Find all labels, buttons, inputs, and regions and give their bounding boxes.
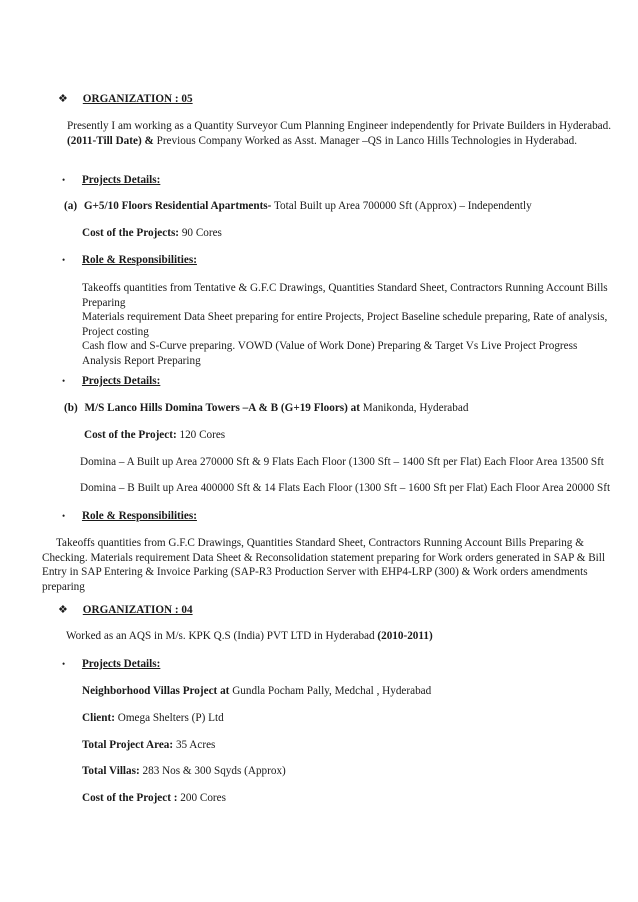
- villas-value: 283 Nos & 300 Sqyds (Approx): [142, 765, 286, 777]
- bullet-icon: •: [62, 511, 66, 521]
- bullet-icon: •: [62, 255, 66, 265]
- cost-b-line: [84, 429, 225, 441]
- area-value: 35 Acres: [175, 739, 216, 751]
- cost-value: 200 Cores: [180, 792, 226, 804]
- project-b-line: [64, 402, 468, 414]
- org5-intro-text-c: Previous Company Worked as Asst. Manager –QS in Lanco Hills Technologies in Hyderabad.: [156, 134, 578, 147]
- roles-label: Role & Responsibilities:: [81, 254, 197, 266]
- project-a-label: (a): [64, 200, 78, 212]
- cost-a-label: Cost of the Projects:: [82, 227, 180, 239]
- roles-line: Checking. Materials requirement Data Sheet & Reconsolidation statement preparing for Work orders generated in SAP & Bill: [42, 551, 605, 564]
- roles-label: Role & Responsibilities:: [81, 510, 197, 522]
- projects-details-label: Projects Details:: [81, 375, 161, 387]
- domina-b-line: Domina – B Built up Area 400000 Sft & 14 Flats Each Floor (1300 Sft – 1600 Sft per Flat) Each Floor Area 20000 Sft: [80, 482, 611, 494]
- client-label: Client:: [82, 712, 115, 724]
- roles-line: Cash flow and S-Curve preparing. VOWD (Value of Work Done) Preparing & Target Vs Live Project Progress: [82, 340, 578, 353]
- org4-intro-dates: (2010-2011): [377, 630, 433, 642]
- area-label: Total Project Area:: [82, 739, 174, 751]
- roles-line: Materials requirement Data Sheet preparing for entire Projects, Project Baseline schedule preparing, Rate of analysis,: [82, 311, 608, 324]
- roles-list-1: [82, 281, 608, 369]
- project-b-title: M/S Lanco Hills Domina Towers –A & B (G+19 Floors) at: [84, 402, 360, 414]
- villas-label: Total Villas:: [82, 765, 140, 777]
- cost-b-label: Cost of the Project:: [84, 429, 177, 441]
- org5-heading-row: [58, 92, 193, 105]
- projects-details-label: Projects Details:: [81, 174, 161, 186]
- projects-details-label: Projects Details:: [81, 658, 161, 670]
- roles-line: Preparing: [82, 296, 126, 309]
- org4-project-line: [82, 685, 431, 697]
- org4-cost-line: [82, 792, 226, 804]
- project-a-desc: Total Built up Area 700000 Sft (Approx) – Independently: [274, 200, 532, 212]
- project-a-title: G+5/10 Floors Residential Apartments-: [83, 200, 272, 212]
- roles-line: preparing: [42, 580, 85, 593]
- roles-line: Takeoffs quantities from G.F.C Drawings, Quantities Standard Sheet, Contractors Running Account Bills Preparing &: [56, 537, 584, 549]
- projects-details-heading-2: [62, 375, 160, 387]
- roles-heading-1: [62, 254, 197, 266]
- roles-list-2: [42, 536, 605, 594]
- project-b-label: (b): [64, 402, 78, 414]
- roles-line: Analysis Report Preparing: [82, 354, 201, 367]
- org4-heading-row: [58, 603, 193, 616]
- org5-heading: ORGANIZATION : 05: [82, 93, 193, 105]
- org5-intro: [67, 119, 627, 148]
- projects-details-heading-3: [62, 658, 160, 670]
- client-value: Omega Shelters (P) Ltd: [117, 712, 224, 724]
- cost-b-value: 120 Cores: [179, 429, 226, 441]
- org4-client-line: [82, 712, 224, 724]
- roles-line: Takeoffs quantities from Tentative & G.F.C Drawings, Quantities Standard Sheet, Contractors Running Account Bills: [82, 282, 608, 294]
- roles-heading-2: [62, 510, 197, 522]
- org4-intro: [66, 630, 433, 642]
- cost-a-line: [82, 227, 222, 239]
- cost-label: Cost of the Project :: [82, 792, 178, 804]
- org4-heading: ORGANIZATION : 04: [82, 604, 193, 616]
- diamond-bullet-icon: ❖: [58, 604, 68, 616]
- org4-area-line: [82, 739, 215, 751]
- org4-villas-line: [82, 765, 286, 777]
- bullet-icon: •: [62, 376, 66, 386]
- cost-a-value: 90 Cores: [181, 227, 222, 239]
- org5-intro-text-a: Presently I am working as a Quantity Surveyor Cum Planning Engineer independently for Private Builders in Hyderabad.: [67, 120, 612, 132]
- domina-a-line: Domina – A Built up Area 270000 Sft & 9 Flats Each Floor (1300 Sft – 1400 Sft per Flat) Each Floor Area 13500 Sft: [80, 456, 604, 468]
- org4-project-title: Neighborhood Villas Project at: [82, 685, 230, 697]
- bullet-icon: •: [62, 659, 66, 669]
- bullet-icon: •: [62, 175, 66, 185]
- org4-project-location: Gundla Pocham Pally, Medchal , Hyderabad: [232, 685, 432, 697]
- roles-line: Entry in SAP Entering & Invoice Parking (SAP-R3 Production Server with EHP4-LRP (300) & Work orders amendments: [42, 566, 588, 579]
- diamond-bullet-icon: ❖: [58, 93, 68, 105]
- project-b-location: Manikonda, Hyderabad: [362, 402, 469, 414]
- roles-line: Project costing: [82, 325, 149, 338]
- project-a-line: [64, 200, 532, 212]
- org5-intro-dates: (2011-Till Date) &: [67, 134, 154, 147]
- projects-details-heading-1: [62, 174, 160, 186]
- org4-intro-text: Worked as an AQS in M/s. KPK Q.S (India) PVT LTD in Hyderabad: [66, 630, 375, 642]
